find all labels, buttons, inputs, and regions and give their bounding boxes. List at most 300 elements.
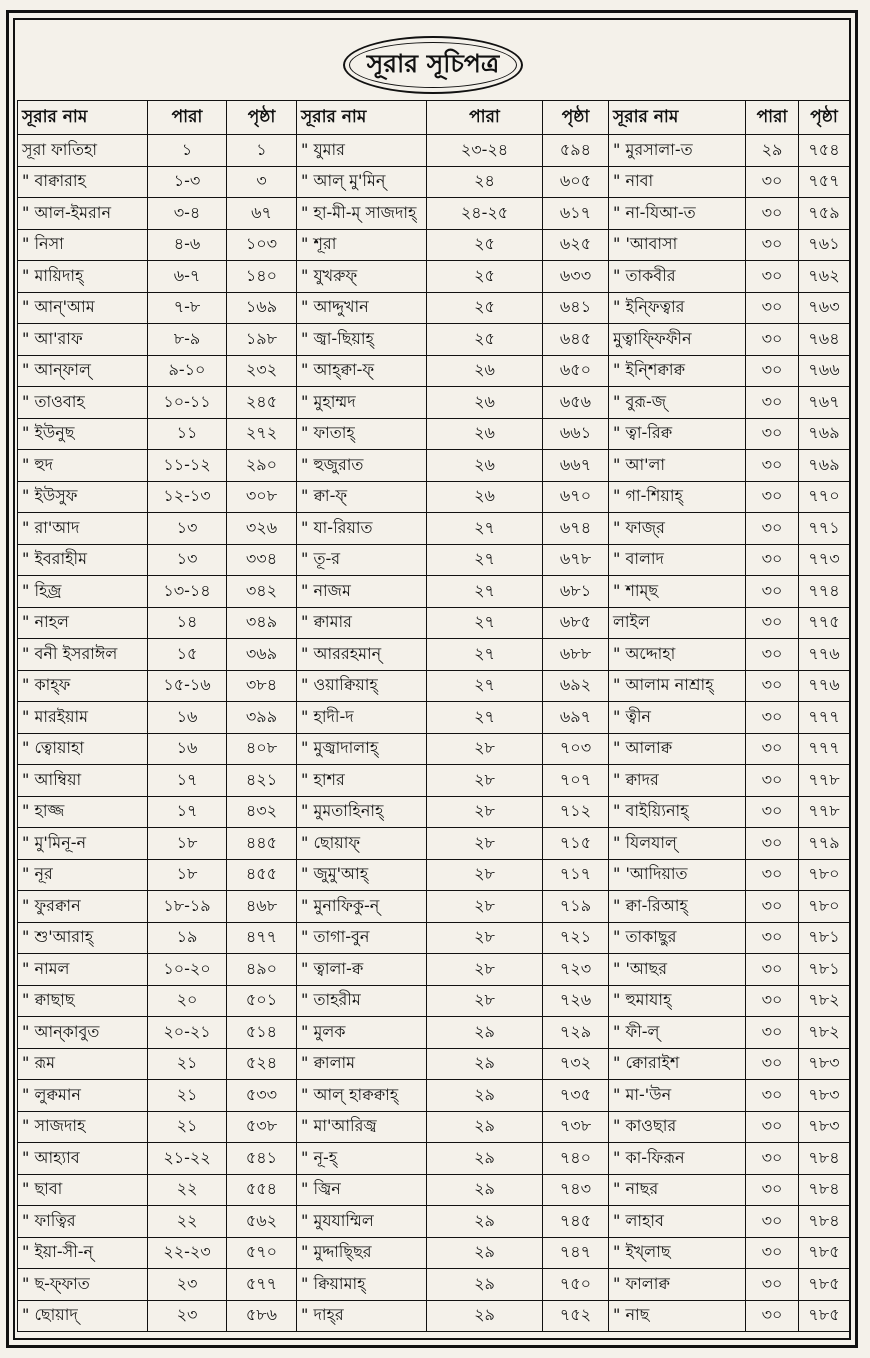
table-row bbox=[297, 1237, 609, 1269]
page-number-cell: ৬৬৭ bbox=[543, 450, 609, 482]
page-number-cell: ৭৭৮ bbox=[799, 765, 850, 797]
page-number-cell: ৭০৭ bbox=[543, 765, 609, 797]
surah-name-cell: " বাইয়্যিনাহ্ bbox=[609, 796, 746, 828]
surah-name-cell: " শাম্ছ bbox=[609, 576, 746, 608]
surah-name-cell: " ইবরাহীম bbox=[18, 544, 148, 576]
surah-name-cell: " ইয়া-সী-ন্ bbox=[18, 1237, 148, 1269]
page-number-cell: ৭৫৪ bbox=[799, 135, 850, 167]
surah-name-cell: " মুনাফিকু-ন্ bbox=[297, 891, 427, 923]
header-page: পৃষ্ঠা bbox=[227, 101, 297, 135]
surah-name-cell: মুত্বাফ্ফিফীন bbox=[609, 324, 746, 356]
para-cell: ১০-১১ bbox=[148, 387, 227, 419]
table-row bbox=[297, 135, 609, 167]
para-cell: ৩০ bbox=[746, 1080, 799, 1112]
surah-name-cell: " নিসা bbox=[18, 229, 148, 261]
page-number-cell: ৫২৪ bbox=[227, 1048, 297, 1080]
header-surah-name: সূরার নাম bbox=[609, 101, 746, 135]
page-number-cell: ৭৪৩ bbox=[543, 1174, 609, 1206]
page-number-cell: ৪২১ bbox=[227, 765, 297, 797]
page-number-cell: ৪৭৭ bbox=[227, 922, 297, 954]
table-row bbox=[297, 481, 609, 513]
surah-name-cell: " ফী-ল্ bbox=[609, 1017, 746, 1049]
surah-name-cell: " ইন্শিক্বাক্ব bbox=[609, 355, 746, 387]
title-oval bbox=[343, 36, 523, 94]
para-cell: ২৮ bbox=[427, 922, 543, 954]
table-row bbox=[18, 765, 297, 797]
page-number-cell: ৭২৯ bbox=[543, 1017, 609, 1049]
table-row bbox=[297, 513, 609, 545]
surah-name-cell: " ত্বীন bbox=[609, 702, 746, 734]
page-number-cell: ১০৩ bbox=[227, 229, 297, 261]
para-cell: ২০-২১ bbox=[148, 1017, 227, 1049]
table-row bbox=[609, 481, 850, 513]
surah-name-cell: " আল্ মু'মিন্ bbox=[297, 166, 427, 198]
para-cell: ২৬ bbox=[427, 418, 543, 450]
table-row bbox=[297, 765, 609, 797]
table-row bbox=[18, 1080, 297, 1112]
surah-name-cell: " মারইয়াম bbox=[18, 702, 148, 734]
table-row bbox=[609, 324, 850, 356]
surah-name-cell: " শূরা bbox=[297, 229, 427, 261]
page-number-cell: ৫৩৮ bbox=[227, 1111, 297, 1143]
para-cell: ২৫ bbox=[427, 229, 543, 261]
table-row bbox=[18, 639, 297, 671]
table-row bbox=[297, 261, 609, 293]
page-number-cell: ২৪৫ bbox=[227, 387, 297, 419]
para-cell: ৩০ bbox=[746, 954, 799, 986]
surah-name-cell: " আলাক্ব bbox=[609, 733, 746, 765]
surah-index-table-3 bbox=[608, 100, 850, 1332]
surah-name-cell: " মুযযাম্মিল bbox=[297, 1206, 427, 1238]
table-row bbox=[609, 544, 850, 576]
para-cell: ৩০ bbox=[746, 544, 799, 576]
table-row bbox=[609, 1048, 850, 1080]
para-cell: ৯-১০ bbox=[148, 355, 227, 387]
para-cell: ৩০ bbox=[746, 922, 799, 954]
para-cell: ১৩ bbox=[148, 544, 227, 576]
surah-name-cell: " যিলযাল্ bbox=[609, 828, 746, 860]
page-number-cell: ৭৮৩ bbox=[799, 1080, 850, 1112]
page-number-cell: ৪৪৫ bbox=[227, 828, 297, 860]
para-cell: ৩০ bbox=[746, 576, 799, 608]
page-number-cell: ৬৮১ bbox=[543, 576, 609, 608]
surah-name-cell: " 'আছর bbox=[609, 954, 746, 986]
surah-name-cell: " মুলক bbox=[297, 1017, 427, 1049]
page-number-cell: ৭৮১ bbox=[799, 922, 850, 954]
page-number-cell: ৭৮০ bbox=[799, 859, 850, 891]
page-number-cell: ৬৭০ bbox=[543, 481, 609, 513]
page-number-cell: ৭৮০ bbox=[799, 891, 850, 923]
surah-name-cell: " মু'মিনূ-ন bbox=[18, 828, 148, 860]
para-cell: ১ bbox=[148, 135, 227, 167]
table-row bbox=[297, 1269, 609, 1301]
para-cell: ১৮ bbox=[148, 859, 227, 891]
para-cell: ৩০ bbox=[746, 1017, 799, 1049]
surah-name-cell: " আন্ফাল্ bbox=[18, 355, 148, 387]
para-cell: ২৩ bbox=[148, 1300, 227, 1332]
surah-name-cell: " হাদী-দ bbox=[297, 702, 427, 734]
surah-name-cell: " ক্বাছাছ bbox=[18, 985, 148, 1017]
para-cell: ১৪ bbox=[148, 607, 227, 639]
table-row bbox=[18, 702, 297, 734]
para-cell: ১৬ bbox=[148, 702, 227, 734]
table-row bbox=[297, 576, 609, 608]
para-cell: ২২ bbox=[148, 1174, 227, 1206]
surah-name-cell: " ছাবা bbox=[18, 1174, 148, 1206]
table-row bbox=[297, 292, 609, 324]
para-cell: ২৮ bbox=[427, 796, 543, 828]
page-number-cell: ৬৫৬ bbox=[543, 387, 609, 419]
para-cell: ২৮ bbox=[427, 765, 543, 797]
page-number-cell: ৬৫০ bbox=[543, 355, 609, 387]
para-cell: ২৮ bbox=[427, 859, 543, 891]
page-number-cell: ৬৪১ bbox=[543, 292, 609, 324]
surah-name-cell: " জ্বিন bbox=[297, 1174, 427, 1206]
surah-name-cell: " নাছ bbox=[609, 1300, 746, 1332]
table-row bbox=[18, 229, 297, 261]
para-cell: ২৭ bbox=[427, 670, 543, 702]
para-cell: ৩০ bbox=[746, 513, 799, 545]
para-cell: ২১ bbox=[148, 1080, 227, 1112]
table-row bbox=[18, 387, 297, 419]
para-cell: ১১-১২ bbox=[148, 450, 227, 482]
surah-name-cell: " ক্বা-ফ্ bbox=[297, 481, 427, 513]
table-row bbox=[609, 985, 850, 1017]
page-number-cell: ১৯৮ bbox=[227, 324, 297, 356]
para-cell: ১৮-১৯ bbox=[148, 891, 227, 923]
page-number-cell: ৭৩২ bbox=[543, 1048, 609, 1080]
para-cell: ২৭ bbox=[427, 639, 543, 671]
para-cell: ৩০ bbox=[746, 891, 799, 923]
para-cell: ২৫ bbox=[427, 292, 543, 324]
para-cell: ৩০ bbox=[746, 765, 799, 797]
surah-name-cell: " তাহরীম bbox=[297, 985, 427, 1017]
para-cell: ৩০ bbox=[746, 607, 799, 639]
table-row bbox=[18, 292, 297, 324]
surah-name-cell: " কাওছার bbox=[609, 1111, 746, 1143]
page-number-cell: ৬৭ bbox=[227, 198, 297, 230]
table-row bbox=[297, 639, 609, 671]
para-cell: ২৭ bbox=[427, 544, 543, 576]
page-number-cell: ৬৮৫ bbox=[543, 607, 609, 639]
table-row bbox=[297, 1017, 609, 1049]
page-number-cell: ৭৭৬ bbox=[799, 639, 850, 671]
para-cell: ১২-১৩ bbox=[148, 481, 227, 513]
table-row bbox=[18, 1300, 297, 1332]
table-row bbox=[609, 859, 850, 891]
surah-name-cell: " তাকবীর bbox=[609, 261, 746, 293]
surah-name-cell: " ত্বোয়াহা bbox=[18, 733, 148, 765]
surah-name-cell: " মা-'উন bbox=[609, 1080, 746, 1112]
page-number-cell: ৬২৫ bbox=[543, 229, 609, 261]
surah-name-cell: " হুদ bbox=[18, 450, 148, 482]
table-row bbox=[18, 481, 297, 513]
surah-name-cell: " লুক্বমান bbox=[18, 1080, 148, 1112]
page-number-cell: ৭৬৯ bbox=[799, 450, 850, 482]
surah-name-cell: " আম্বিয়া bbox=[18, 765, 148, 797]
table-row bbox=[18, 418, 297, 450]
para-cell: ১৫-১৬ bbox=[148, 670, 227, 702]
table-row bbox=[609, 387, 850, 419]
surah-name-cell: " ক্বা-রিআহ্ bbox=[609, 891, 746, 923]
para-cell: ২৭ bbox=[427, 607, 543, 639]
page-number-cell: ৭১৫ bbox=[543, 828, 609, 860]
page-number-cell: ৫৪১ bbox=[227, 1143, 297, 1175]
para-cell: ১৯ bbox=[148, 922, 227, 954]
header-para: পারা bbox=[148, 101, 227, 135]
page-number-cell: ৭৭৪ bbox=[799, 576, 850, 608]
table-row bbox=[609, 1111, 850, 1143]
page-number-cell: ৭৮৪ bbox=[799, 1206, 850, 1238]
table-row bbox=[609, 1237, 850, 1269]
table-row bbox=[609, 292, 850, 324]
page-number-cell: ৭৮২ bbox=[799, 1017, 850, 1049]
surah-name-cell: লাইল bbox=[609, 607, 746, 639]
page-number-cell: ৭৭০ bbox=[799, 481, 850, 513]
table-row bbox=[297, 891, 609, 923]
table-row bbox=[609, 1174, 850, 1206]
surah-name-cell: " নামল bbox=[18, 954, 148, 986]
para-cell: ১-৩ bbox=[148, 166, 227, 198]
surah-name-cell: " যুমার bbox=[297, 135, 427, 167]
surah-name-cell: " নাজম bbox=[297, 576, 427, 608]
surah-name-cell: " আহ্ক্বা-ফ্ bbox=[297, 355, 427, 387]
surah-name-cell: " বুরূ-জ্ bbox=[609, 387, 746, 419]
table-row bbox=[297, 1143, 609, 1175]
surah-name-cell: সূরা ফাতিহা bbox=[18, 135, 148, 167]
page-number-cell: ৭৮৫ bbox=[799, 1269, 850, 1301]
para-cell: ৩০ bbox=[746, 324, 799, 356]
page-number-cell: ৬৬১ bbox=[543, 418, 609, 450]
para-cell: ৩০ bbox=[746, 1111, 799, 1143]
table-row bbox=[609, 1269, 850, 1301]
para-cell: ৩০ bbox=[746, 859, 799, 891]
page-number-cell: ৭৪৭ bbox=[543, 1237, 609, 1269]
surah-name-cell: " ক্বাদর bbox=[609, 765, 746, 797]
page-number-cell: ৩৯৯ bbox=[227, 702, 297, 734]
para-cell: ২৮ bbox=[427, 985, 543, 1017]
page-number-cell: ৪৫৫ bbox=[227, 859, 297, 891]
para-cell: ৩০ bbox=[746, 481, 799, 513]
page-number-cell: ৭১৯ bbox=[543, 891, 609, 923]
surah-name-cell: " অদ্দোহা bbox=[609, 639, 746, 671]
table-row bbox=[297, 1048, 609, 1080]
page-number-cell: ৫৩৩ bbox=[227, 1080, 297, 1112]
table-row bbox=[297, 229, 609, 261]
page-number-cell: ২৭২ bbox=[227, 418, 297, 450]
para-cell: ৩০ bbox=[746, 292, 799, 324]
para-cell: ২৮ bbox=[427, 954, 543, 986]
table-row bbox=[297, 324, 609, 356]
page-number-cell: ৭৮১ bbox=[799, 954, 850, 986]
surah-name-cell: " ফাতাহ্ bbox=[297, 418, 427, 450]
para-cell: ২৬ bbox=[427, 387, 543, 419]
para-cell: ২৮ bbox=[427, 733, 543, 765]
page-number-cell: ৫৯৪ bbox=[543, 135, 609, 167]
para-cell: ২২-২৩ bbox=[148, 1237, 227, 1269]
surah-name-cell: " ত্বা-রিক্ব bbox=[609, 418, 746, 450]
para-cell: ৩০ bbox=[746, 733, 799, 765]
surah-name-cell: " ইন্ফিত্বার bbox=[609, 292, 746, 324]
page-number-cell: ৭২৬ bbox=[543, 985, 609, 1017]
table-row bbox=[18, 733, 297, 765]
surah-name-cell: " ক্বামার bbox=[297, 607, 427, 639]
table-row bbox=[18, 355, 297, 387]
surah-name-cell: " শু'আরাহ্ bbox=[18, 922, 148, 954]
surah-name-cell: " মুজ্বাদালাহ্ bbox=[297, 733, 427, 765]
header-para: পারা bbox=[427, 101, 543, 135]
surah-name-cell: " নাবা bbox=[609, 166, 746, 198]
page-number-cell: ৭৫৭ bbox=[799, 166, 850, 198]
table-row bbox=[609, 135, 850, 167]
table-row bbox=[18, 891, 297, 923]
surah-name-cell: " জুমু'আহ্ bbox=[297, 859, 427, 891]
page-number-cell: ৭৬৭ bbox=[799, 387, 850, 419]
surah-name-cell: " হুজুরাত bbox=[297, 450, 427, 482]
table-row bbox=[18, 576, 297, 608]
page-number-cell: ৬৯২ bbox=[543, 670, 609, 702]
page-number-cell: ৩৪২ bbox=[227, 576, 297, 608]
para-cell: ২৯ bbox=[427, 1080, 543, 1112]
surah-name-cell: " আ'রাফ bbox=[18, 324, 148, 356]
para-cell: ৩০ bbox=[746, 639, 799, 671]
page-number-cell: ৬৯৭ bbox=[543, 702, 609, 734]
page-number-cell: ৭৮৪ bbox=[799, 1174, 850, 1206]
table-row bbox=[18, 135, 297, 167]
table-row bbox=[609, 607, 850, 639]
table-row bbox=[297, 985, 609, 1017]
page-number-cell: ৭৮৩ bbox=[799, 1111, 850, 1143]
para-cell: ২৯ bbox=[427, 1300, 543, 1332]
table-row bbox=[609, 702, 850, 734]
surah-name-cell: " না-যিআ-ত bbox=[609, 198, 746, 230]
para-cell: ৪-৬ bbox=[148, 229, 227, 261]
para-cell: ২৬ bbox=[427, 355, 543, 387]
header-para: পারা bbox=[746, 101, 799, 135]
table-row bbox=[609, 922, 850, 954]
page-number-cell: ৬৭৪ bbox=[543, 513, 609, 545]
table-row bbox=[18, 324, 297, 356]
page-number-cell: ১৬৯ bbox=[227, 292, 297, 324]
surah-name-cell: " নাহল bbox=[18, 607, 148, 639]
surah-name-cell: " ক্বোরাইশ bbox=[609, 1048, 746, 1080]
surah-name-cell: " 'আবাসা bbox=[609, 229, 746, 261]
table-row bbox=[609, 1206, 850, 1238]
surah-name-cell: " তাওবাহ bbox=[18, 387, 148, 419]
page-number-cell: ৬৭৮ bbox=[543, 544, 609, 576]
table-row bbox=[609, 765, 850, 797]
table-row bbox=[297, 544, 609, 576]
surah-name-cell: " আল-ইমরান bbox=[18, 198, 148, 230]
page-number-cell: ৬০৫ bbox=[543, 166, 609, 198]
para-cell: ৩-৪ bbox=[148, 198, 227, 230]
page-number-cell: ৭৭৯ bbox=[799, 828, 850, 860]
page-number-cell: ৭৬২ bbox=[799, 261, 850, 293]
para-cell: ৩০ bbox=[746, 166, 799, 198]
para-cell: ৩০ bbox=[746, 450, 799, 482]
table-row bbox=[18, 1174, 297, 1206]
surah-name-cell: " নূর bbox=[18, 859, 148, 891]
page-number-cell: ৩২৬ bbox=[227, 513, 297, 545]
para-cell: ৮-৯ bbox=[148, 324, 227, 356]
para-cell: ২৭ bbox=[427, 702, 543, 734]
surah-name-cell: " আন্'আম bbox=[18, 292, 148, 324]
para-cell: ২৫ bbox=[427, 261, 543, 293]
page-number-cell: ৪৯০ bbox=[227, 954, 297, 986]
page-number-cell: ৫৫৪ bbox=[227, 1174, 297, 1206]
table-row bbox=[297, 1300, 609, 1332]
table-row bbox=[297, 954, 609, 986]
table-row bbox=[18, 1206, 297, 1238]
table-header-row bbox=[18, 101, 297, 135]
para-cell: ৩০ bbox=[746, 261, 799, 293]
table-row bbox=[609, 954, 850, 986]
table-row bbox=[609, 355, 850, 387]
surah-name-cell: " আন্কাবুত bbox=[18, 1017, 148, 1049]
surah-name-cell: " তাগা-বুন bbox=[297, 922, 427, 954]
table-row bbox=[609, 576, 850, 608]
page-number-cell: ৭০৩ bbox=[543, 733, 609, 765]
surah-name-cell: " ক্বিয়ামাহ্ bbox=[297, 1269, 427, 1301]
surah-name-cell: " ফালাক্ব bbox=[609, 1269, 746, 1301]
surah-name-cell: " আররহমান্ bbox=[297, 639, 427, 671]
para-cell: ৩০ bbox=[746, 702, 799, 734]
surah-name-cell: " ছোয়াফ্ bbox=[297, 828, 427, 860]
table-row bbox=[609, 733, 850, 765]
page-number-cell: ৫১৪ bbox=[227, 1017, 297, 1049]
page-number-cell: ৭৬১ bbox=[799, 229, 850, 261]
page-number-cell: ২৩২ bbox=[227, 355, 297, 387]
page-number-cell: ৭৫৯ bbox=[799, 198, 850, 230]
table-row bbox=[297, 1111, 609, 1143]
table-row bbox=[609, 1080, 850, 1112]
para-cell: ১৬ bbox=[148, 733, 227, 765]
page-number-cell: ৭২১ bbox=[543, 922, 609, 954]
page-number-cell: ৩৪৯ bbox=[227, 607, 297, 639]
table-row bbox=[609, 166, 850, 198]
para-cell: ১০-২০ bbox=[148, 954, 227, 986]
header-surah-name: সূরার নাম bbox=[18, 101, 148, 135]
table-row bbox=[609, 828, 850, 860]
surah-name-cell: " ইউসুফ bbox=[18, 481, 148, 513]
surah-name-cell: " সাজদাহ bbox=[18, 1111, 148, 1143]
surah-name-cell: " মুরসালা-ত bbox=[609, 135, 746, 167]
page-number-cell: ৩ bbox=[227, 166, 297, 198]
page-number-cell: ৭৮৩ bbox=[799, 1048, 850, 1080]
table-row bbox=[609, 1300, 850, 1332]
surah-name-cell: " বালাদ bbox=[609, 544, 746, 576]
page-number-cell: ৬৩৩ bbox=[543, 261, 609, 293]
page-number-cell: ৪০৮ bbox=[227, 733, 297, 765]
table-row bbox=[18, 1111, 297, 1143]
para-cell: ৩০ bbox=[746, 229, 799, 261]
surah-name-cell: " জ্বা-ছিয়াহ্ bbox=[297, 324, 427, 356]
para-cell: ১৮ bbox=[148, 828, 227, 860]
table-row bbox=[297, 670, 609, 702]
page-number-cell: ৬৮৮ bbox=[543, 639, 609, 671]
para-cell: ২৯ bbox=[427, 1017, 543, 1049]
surah-name-cell: " ইউনুছ bbox=[18, 418, 148, 450]
table-row bbox=[18, 954, 297, 986]
para-cell: ১৫ bbox=[148, 639, 227, 671]
table-row bbox=[297, 1080, 609, 1112]
table-row bbox=[609, 450, 850, 482]
page-number-cell: ৭৭৬ bbox=[799, 670, 850, 702]
para-cell: ৩০ bbox=[746, 418, 799, 450]
para-cell: ২৪-২৫ bbox=[427, 198, 543, 230]
header-page: পৃষ্ঠা bbox=[543, 101, 609, 135]
surah-name-cell: " হা-মী-ম্ সাজদাহ্ bbox=[297, 198, 427, 230]
